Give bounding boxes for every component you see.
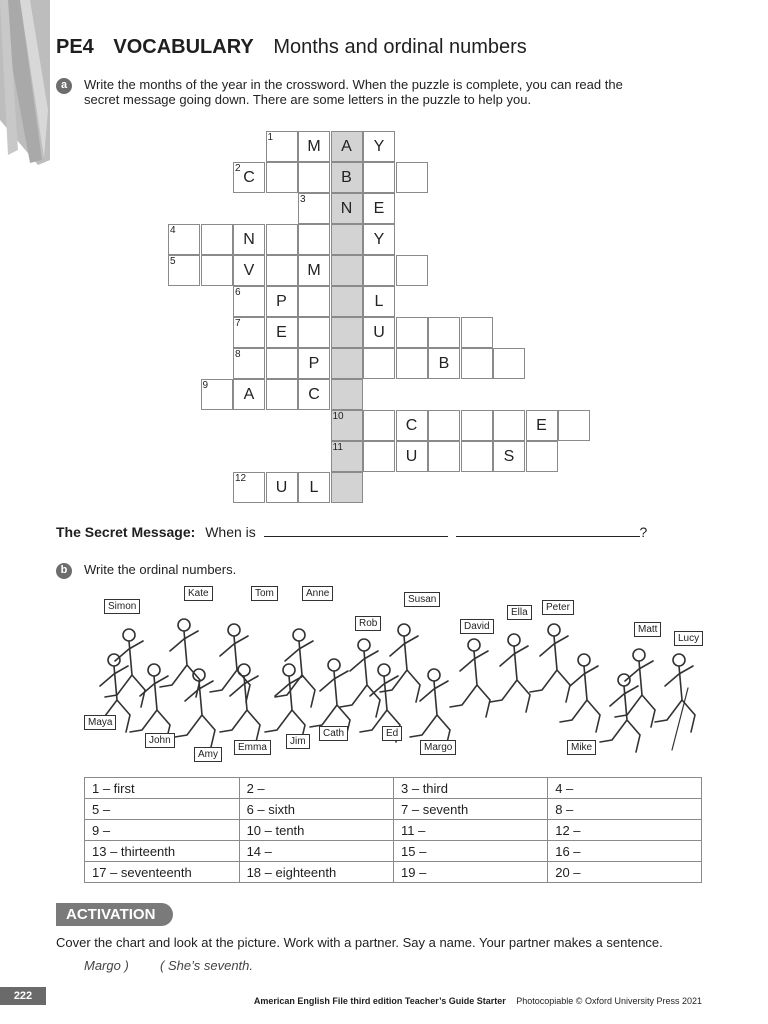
crossword-cell[interactable] bbox=[266, 379, 298, 410]
table-row bbox=[85, 820, 702, 841]
crossword-cell[interactable]: N bbox=[233, 224, 265, 255]
crossword-cell[interactable] bbox=[331, 379, 363, 410]
crossword-cell[interactable] bbox=[493, 410, 525, 441]
crossword-cell[interactable]: B bbox=[428, 348, 460, 379]
runner-figure bbox=[600, 686, 640, 752]
runner-head bbox=[108, 654, 120, 666]
answer-line-1[interactable] bbox=[264, 524, 448, 537]
crossword-cell[interactable]: A bbox=[233, 379, 265, 410]
runner-head bbox=[123, 629, 135, 641]
runner-head bbox=[228, 624, 240, 636]
crossword-cell[interactable]: M bbox=[298, 255, 330, 286]
runner-head bbox=[148, 664, 160, 676]
clue-number: 2 bbox=[235, 163, 241, 174]
runner-name-tag: Maya bbox=[84, 715, 116, 730]
exercise-topic: Months and ordinal numbers bbox=[273, 36, 527, 58]
ordinal-cell[interactable]: 14 – bbox=[239, 841, 393, 862]
crossword-cell[interactable] bbox=[266, 255, 298, 286]
runner-head bbox=[378, 664, 390, 676]
ordinal-cell[interactable]: 18 – eighteenth bbox=[239, 862, 393, 883]
runner-name-tag: David bbox=[460, 619, 494, 634]
clue-number: 8 bbox=[235, 349, 241, 360]
runner-name-tag: Tom bbox=[251, 586, 278, 601]
crossword-cell[interactable]: A bbox=[331, 131, 363, 162]
ordinal-cell[interactable]: 12 – bbox=[548, 820, 702, 841]
clue-number: 3 bbox=[300, 194, 306, 205]
ordinal-cell[interactable]: 17 – seventeenth bbox=[85, 862, 240, 883]
section-a-instructions bbox=[84, 77, 623, 107]
crossword-cell[interactable]: B bbox=[331, 162, 363, 193]
runner-head bbox=[358, 639, 370, 651]
crossword-cell[interactable] bbox=[331, 441, 363, 472]
section-b-instructions: Write the ordinal numbers. bbox=[84, 562, 237, 577]
table-row bbox=[85, 778, 702, 799]
runner-head bbox=[328, 659, 340, 671]
runner-head bbox=[508, 634, 520, 646]
crossword-cell[interactable] bbox=[428, 410, 460, 441]
crossword-cell[interactable] bbox=[298, 286, 330, 317]
crossword-cell[interactable] bbox=[266, 131, 298, 162]
speech-curve-icon: ( bbox=[160, 958, 165, 973]
clue-number: 12 bbox=[235, 473, 247, 484]
runner-head bbox=[238, 664, 250, 676]
ordinal-cell[interactable]: 13 – thirteenth bbox=[85, 841, 240, 862]
crossword-cell[interactable] bbox=[168, 224, 200, 255]
activation-banner: ACTIVATION bbox=[56, 903, 173, 926]
ordinal-cell[interactable]: 19 – bbox=[394, 862, 548, 883]
runner-name-tag: Margo bbox=[420, 740, 456, 755]
crossword-cell[interactable] bbox=[396, 162, 428, 193]
crossword-cell[interactable] bbox=[526, 441, 558, 472]
runner-name-tag: Peter bbox=[542, 600, 574, 615]
crossword-cell[interactable] bbox=[201, 379, 233, 410]
crossword-cell[interactable]: Y bbox=[363, 131, 395, 162]
clue-number: 4 bbox=[170, 225, 176, 236]
crossword-cell[interactable] bbox=[298, 224, 330, 255]
table-row bbox=[85, 841, 702, 862]
instructions-line-2: secret message going down. There are some letters in the puzzle to help you. bbox=[84, 92, 532, 107]
secret-message bbox=[56, 524, 647, 540]
runner-figure bbox=[530, 636, 570, 702]
ordinal-cell[interactable]: 11 – bbox=[394, 820, 548, 841]
runner-name-tag: Amy bbox=[194, 747, 222, 762]
crossword-cell[interactable] bbox=[331, 286, 363, 317]
clue-number: 5 bbox=[170, 256, 176, 267]
ordinal-cell[interactable]: 16 – bbox=[548, 841, 702, 862]
crossword-cell[interactable] bbox=[363, 348, 395, 379]
crossword-cell[interactable] bbox=[396, 348, 428, 379]
crossword-cell[interactable] bbox=[331, 472, 363, 503]
example-prompt bbox=[84, 958, 129, 973]
crossword-cell[interactable] bbox=[428, 317, 460, 348]
ordinal-cell[interactable]: 9 – bbox=[85, 820, 240, 841]
ordinal-cell[interactable]: 5 – bbox=[85, 799, 240, 820]
crossword-cell[interactable] bbox=[363, 162, 395, 193]
crossword-cell[interactable]: P bbox=[266, 286, 298, 317]
crossword-cell[interactable]: U bbox=[363, 317, 395, 348]
crossword-cell[interactable]: S bbox=[493, 441, 525, 472]
answer-line-2[interactable] bbox=[456, 524, 640, 537]
clue-number: 9 bbox=[202, 380, 209, 391]
crossword-cell[interactable] bbox=[298, 193, 330, 224]
crossword-cell[interactable] bbox=[363, 441, 395, 472]
runner-figure bbox=[175, 681, 215, 747]
runner-name-tag: Matt bbox=[634, 622, 661, 637]
clue-number: 7 bbox=[235, 318, 241, 329]
runner-name-tag: Mike bbox=[567, 740, 596, 755]
runner-figure bbox=[105, 641, 145, 707]
crossword-cell[interactable]: C bbox=[396, 410, 428, 441]
crossword-cell[interactable]: C bbox=[233, 162, 265, 193]
crossword-cell[interactable] bbox=[461, 441, 493, 472]
secret-message-prefix: When is bbox=[205, 524, 256, 540]
runner-head bbox=[618, 674, 630, 686]
runner-name-tag: Rob bbox=[355, 616, 381, 631]
crossword-cell[interactable] bbox=[331, 348, 363, 379]
exercise-kind: VOCABULARY bbox=[113, 36, 254, 58]
runner-figure bbox=[275, 641, 315, 707]
page-title bbox=[56, 36, 527, 59]
runner-head bbox=[578, 654, 590, 666]
runner-name-tag: Susan bbox=[404, 592, 440, 607]
runner-head bbox=[468, 639, 480, 651]
example-answer bbox=[160, 958, 253, 973]
runner-figure bbox=[655, 666, 695, 732]
runner-head bbox=[398, 624, 410, 636]
example-answer-text: She’s seventh. bbox=[167, 958, 254, 973]
crossword-cell[interactable]: M bbox=[298, 131, 330, 162]
secret-message-label: The Secret Message: bbox=[56, 524, 196, 540]
runner-figure bbox=[410, 681, 450, 747]
runner-head bbox=[283, 664, 295, 676]
runner-head bbox=[428, 669, 440, 681]
runner-figure bbox=[450, 651, 490, 717]
ordinal-cell[interactable]: 15 – bbox=[394, 841, 548, 862]
crossword-cell[interactable] bbox=[396, 317, 428, 348]
crossword-cell[interactable]: L bbox=[298, 472, 330, 503]
crossword-cell[interactable] bbox=[233, 472, 265, 503]
clue-number: 10 bbox=[332, 411, 344, 422]
ordinal-cell[interactable]: 3 – third bbox=[394, 778, 548, 799]
runner-head bbox=[633, 649, 645, 661]
crossword-cell[interactable]: V bbox=[233, 255, 265, 286]
table-row bbox=[85, 799, 702, 820]
example-prompt-text: Margo bbox=[84, 958, 121, 973]
section-a-marker: a bbox=[56, 78, 72, 94]
crossword-cell[interactable] bbox=[233, 317, 265, 348]
crossword-cell[interactable] bbox=[363, 255, 395, 286]
crossword-cell[interactable] bbox=[461, 317, 493, 348]
corner-decoration bbox=[0, 0, 50, 165]
runner-name-tag: Kate bbox=[184, 586, 213, 601]
crossword-cell[interactable] bbox=[266, 348, 298, 379]
crossword-cell[interactable] bbox=[201, 224, 233, 255]
crossword-cell[interactable] bbox=[201, 255, 233, 286]
runner-head bbox=[673, 654, 685, 666]
crossword-cell[interactable]: E bbox=[266, 317, 298, 348]
footer-book-title: American English File third edition Teacher’s Guide Starter bbox=[253, 996, 506, 1006]
runner-head bbox=[293, 629, 305, 641]
runner-figure bbox=[210, 636, 250, 702]
instructions-line-1: Write the months of the year in the crossword. When the puzzle is complete, you can read the bbox=[84, 77, 623, 92]
clue-number: 1 bbox=[267, 132, 274, 143]
crossword-cell[interactable] bbox=[331, 224, 363, 255]
crossword-cell[interactable] bbox=[461, 410, 493, 441]
crossword-cell[interactable]: L bbox=[363, 286, 395, 317]
ordinal-cell[interactable]: 7 – seventh bbox=[394, 799, 548, 820]
crossword-cell[interactable] bbox=[298, 317, 330, 348]
ordinal-cell[interactable]: 1 – first bbox=[85, 778, 240, 799]
ordinal-numbers-table bbox=[84, 777, 702, 883]
runner-name-tag: Ed bbox=[382, 726, 402, 741]
crossword-cell[interactable]: P bbox=[298, 348, 330, 379]
footer bbox=[254, 996, 702, 1006]
crossword-cell[interactable]: U bbox=[266, 472, 298, 503]
crossword-cell[interactable]: C bbox=[298, 379, 330, 410]
clue-number: 11 bbox=[332, 442, 343, 453]
crossword-cell[interactable] bbox=[266, 162, 298, 193]
ordinal-cell[interactable]: 2 – bbox=[239, 778, 393, 799]
runner-name-tag: Simon bbox=[104, 599, 140, 614]
crossword-cell[interactable]: Y bbox=[363, 224, 395, 255]
crossword-cell[interactable] bbox=[461, 348, 493, 379]
crossword-cell[interactable]: N bbox=[331, 193, 363, 224]
crossword-cell[interactable] bbox=[298, 162, 330, 193]
runner-name-tag: Ella bbox=[507, 605, 532, 620]
runner-head bbox=[178, 619, 190, 631]
clue-number: 6 bbox=[235, 287, 241, 298]
crossword-cell[interactable]: U bbox=[396, 441, 428, 472]
crossword-cell[interactable] bbox=[331, 410, 363, 441]
runner-name-tag: John bbox=[145, 733, 175, 748]
crossword-cell[interactable] bbox=[558, 410, 590, 441]
crossword-cell[interactable] bbox=[396, 255, 428, 286]
runner-figure bbox=[615, 661, 655, 727]
runner-name-tag: Cath bbox=[319, 726, 348, 741]
runner-head bbox=[548, 624, 560, 636]
crossword-cell[interactable] bbox=[363, 410, 395, 441]
ordinal-cell[interactable]: 8 – bbox=[548, 799, 702, 820]
ordinal-cell[interactable]: 20 – bbox=[548, 862, 702, 883]
runner-name-tag: Lucy bbox=[674, 631, 703, 646]
ordinal-cell[interactable]: 10 – tenth bbox=[239, 820, 393, 841]
secret-message-suffix: ? bbox=[639, 524, 648, 540]
runner-figure bbox=[340, 651, 380, 717]
crossword-cell[interactable] bbox=[233, 286, 265, 317]
crossword-cell[interactable] bbox=[493, 348, 525, 379]
crossword-cell[interactable] bbox=[428, 441, 460, 472]
crossword-cell[interactable]: E bbox=[526, 410, 558, 441]
ordinal-cell[interactable]: 6 – sixth bbox=[239, 799, 393, 820]
crossword-cell[interactable] bbox=[233, 348, 265, 379]
runner-name-tag: Jim bbox=[286, 734, 310, 749]
runner-name-tag: Emma bbox=[234, 740, 271, 755]
runners-illustration bbox=[84, 585, 704, 765]
ordinal-cell[interactable]: 4 – bbox=[548, 778, 702, 799]
runner-figure bbox=[265, 676, 305, 742]
crossword-cell[interactable]: E bbox=[363, 193, 395, 224]
crossword-cell[interactable] bbox=[168, 255, 200, 286]
speech-curve-icon: ) bbox=[124, 958, 129, 973]
crossword-cell[interactable] bbox=[331, 255, 363, 286]
exercise-code: PE4 bbox=[56, 36, 94, 58]
runner-name-tag: Anne bbox=[302, 586, 333, 601]
runner-figure bbox=[490, 646, 530, 712]
table-row bbox=[85, 862, 702, 883]
footer-copyright: Photocopiable © Oxford University Press 2021 bbox=[516, 996, 702, 1006]
page-number: 222 bbox=[0, 987, 46, 1005]
section-b-marker: b bbox=[56, 563, 72, 579]
activation-instructions: Cover the chart and look at the picture. Work with a partner. Say a name. Your partner makes a sentence. bbox=[56, 935, 663, 950]
runner-figure bbox=[160, 631, 200, 697]
crossword-cell[interactable] bbox=[266, 224, 298, 255]
crossword-cell[interactable] bbox=[331, 317, 363, 348]
